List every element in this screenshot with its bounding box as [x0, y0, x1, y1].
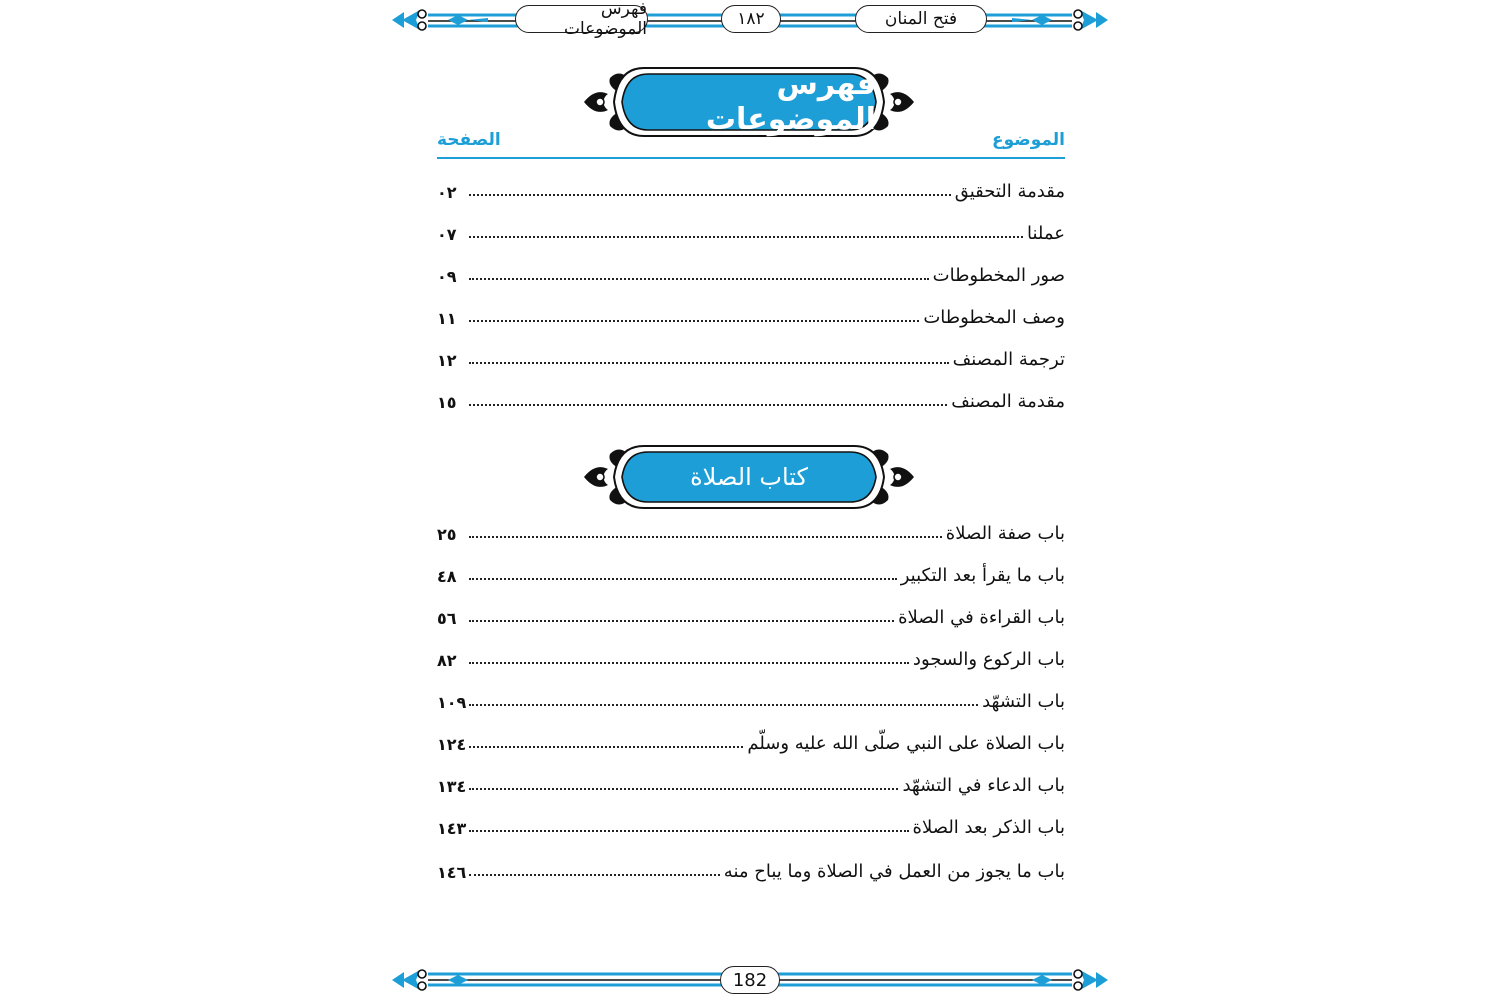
list-item[interactable] — [437, 172, 1065, 202]
entry-page: ١١ — [437, 309, 457, 328]
dot-leader — [469, 362, 949, 364]
list-item[interactable] — [437, 556, 1065, 586]
heading-divider — [437, 157, 1065, 159]
dot-leader — [469, 194, 951, 196]
dot-leader — [469, 662, 909, 664]
entry-page: ١٢٤ — [437, 735, 467, 754]
entry-title: عملنا — [1026, 223, 1065, 244]
entry-page: ١٢ — [437, 351, 457, 370]
dot-leader — [469, 830, 909, 832]
index-title-banner — [582, 64, 916, 140]
list-item[interactable] — [437, 724, 1065, 754]
entry-page: ١٣٤ — [437, 777, 467, 796]
list-item[interactable] — [437, 214, 1065, 244]
entry-title: مقدمة المصنف — [951, 391, 1065, 412]
dot-leader — [469, 536, 942, 538]
entry-title: ترجمة المصنف — [952, 349, 1065, 370]
entry-page: ١٤٣ — [437, 819, 467, 838]
dot-leader — [469, 320, 919, 322]
entry-page: ٥٦ — [437, 609, 457, 628]
dot-leader — [469, 788, 898, 790]
list-item[interactable] — [437, 852, 1065, 882]
dot-leader — [469, 874, 720, 876]
entry-title: باب الصلاة على النبي صلّى الله عليه وسلّم — [747, 733, 1065, 754]
dot-leader — [469, 404, 947, 406]
list-item[interactable] — [437, 598, 1065, 628]
entry-title: باب ما يقرأ بعد التكبير — [900, 565, 1065, 586]
list-item[interactable] — [437, 382, 1065, 412]
header-section-title: فهرس الموضوعات — [515, 5, 648, 33]
dot-leader — [469, 704, 978, 706]
entry-title: باب الذكر بعد الصلاة — [912, 817, 1065, 838]
list-item[interactable] — [437, 808, 1065, 838]
header-book-title: فتح المنان — [855, 5, 987, 33]
entry-title: باب ما يجوز من العمل في الصلاة وما يباح منه — [723, 861, 1065, 882]
list-item[interactable] — [437, 256, 1065, 286]
entry-title: باب صفة الصلاة — [945, 523, 1065, 544]
dot-leader — [469, 578, 897, 580]
entry-page: ٤٨ — [437, 567, 457, 586]
entry-page: ١٤٦ — [437, 863, 467, 882]
book-title: كتاب الصلاة — [690, 463, 808, 491]
entry-title: باب التشهّد — [982, 691, 1065, 712]
entry-title: مقدمة التحقيق — [954, 181, 1065, 202]
footer-page-number: 182 — [720, 966, 780, 994]
column-heading-subject: الموضوع — [992, 130, 1065, 150]
list-item[interactable] — [437, 298, 1065, 328]
entry-title: باب الدعاء في التشهّد — [902, 775, 1065, 796]
entry-page: ٠٢ — [437, 183, 457, 202]
entry-page: ١٠٩ — [437, 693, 467, 712]
entry-page: ١٥ — [437, 393, 457, 412]
list-item[interactable] — [437, 682, 1065, 712]
book-title-banner — [582, 442, 916, 512]
list-item[interactable] — [437, 340, 1065, 370]
dot-leader — [469, 278, 929, 280]
entry-page: ٠٧ — [437, 225, 457, 244]
dot-leader — [469, 746, 743, 748]
header-page-number: ١٨٢ — [721, 5, 781, 33]
entry-page: ٠٩ — [437, 267, 457, 286]
entry-title: صور المخطوطات — [932, 265, 1065, 286]
column-heading-page: الصفحة — [437, 130, 501, 150]
entry-title: باب الركوع والسجود — [912, 649, 1065, 670]
entry-title: باب القراءة في الصلاة — [898, 607, 1065, 628]
index-title: فهرس الموضوعات — [705, 67, 876, 137]
dot-leader — [469, 620, 894, 622]
list-item[interactable] — [437, 766, 1065, 796]
entry-page: ٨٢ — [437, 651, 457, 670]
entry-page: ٢٥ — [437, 525, 457, 544]
dot-leader — [469, 236, 1023, 238]
list-item[interactable] — [437, 640, 1065, 670]
entry-title: وصف المخطوطات — [923, 307, 1065, 328]
list-item[interactable] — [437, 514, 1065, 544]
